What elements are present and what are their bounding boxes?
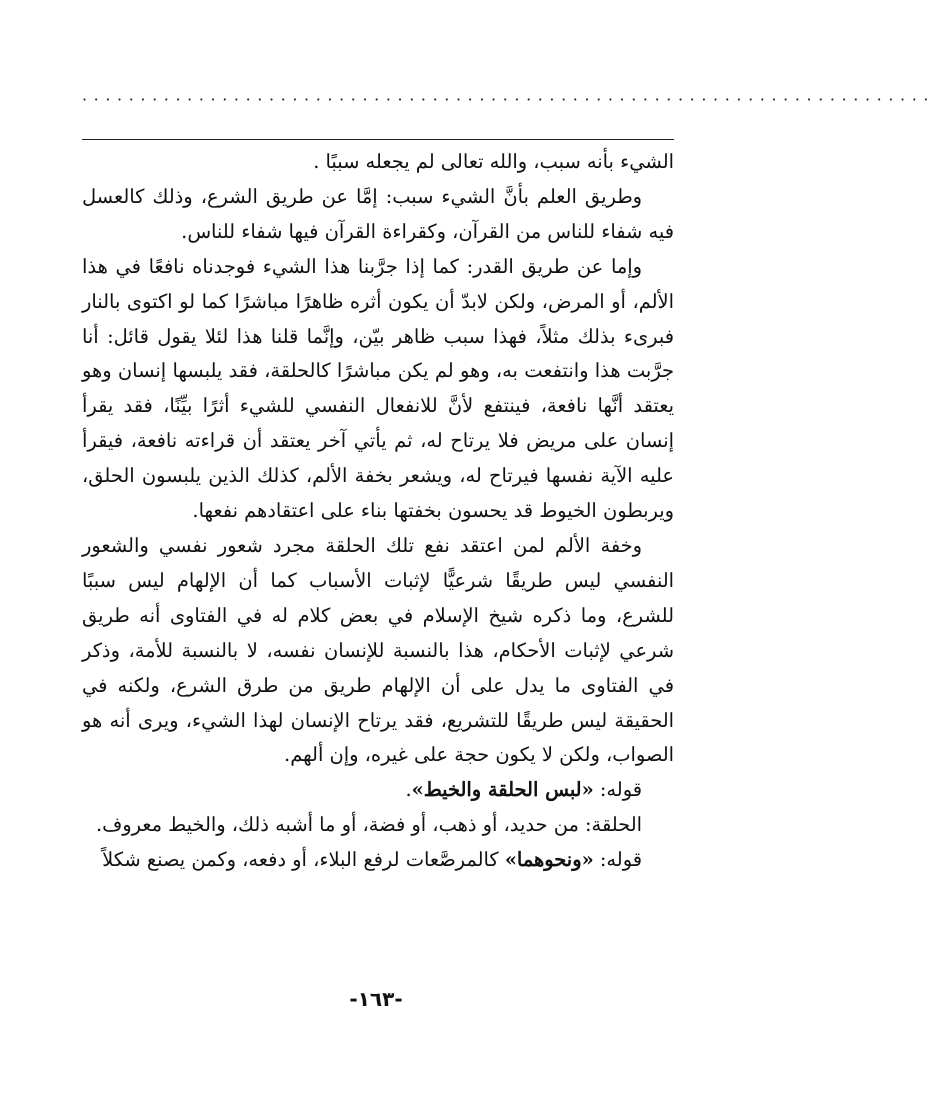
paragraph-knowledge-of-cause: وطريق العلم بأنَّ الشيء سبب: إمَّا عن طريق الشرع، وذلك كالعسل فيه شفاء للناس من القرآن، وكقراءة القرآن فيها شفاء للناس. — [82, 184, 674, 243]
footnote-divider-line — [82, 139, 674, 140]
paragraph-ring-definition: الحلقة: من حديد، أو ذهب، أو فضة، أو ما أشبه ذلك، والخيط معروف. — [95, 813, 642, 837]
paragraph-quote-ring-thread — [82, 773, 674, 808]
quoted-phrase: «ونحوهما» — [504, 848, 594, 872]
quote-suffix: كالمرصَّعات لرفع البلاء، أو دفعه، وكمن يصنع شكلاً — [102, 848, 505, 872]
quote-prefix: قوله: — [593, 848, 642, 872]
quote-suffix: . — [405, 778, 412, 802]
quoted-phrase: «لبس الحلقة والخيط» — [411, 778, 594, 802]
quote-prefix: قوله: — [593, 778, 642, 802]
main-text-block — [82, 145, 674, 878]
paragraph-relief-of-pain: وخفة الألم لمن اعتقد نفع تلك الحلقة مجرد شعور نفسي والشعور النفسي ليس طريقًا شرعيًّا لإثبات الأسباب كما أن الإلهام ليس سببًا للشرع، وما ذكره شيخ الإسلام في بعض كلام له في الفتاوى أنه طريق شرعي لإثبات الأحكام، هذا بالنسبة للإنسان نفسه، لا بالنسبة للأمة، وذكر في الفتاوى ما يدل على أن الإلهام طريق من طرق الشرع، ولكنه في الحقيقة ليس طريقًا للتشريع، فقد يرتاح الإنسان لهذا الشيء، ويرى أنه هو الصواب، ولكن لا يكون حجة على غيره، وإن ألهم. — [82, 533, 674, 767]
paragraph-quote-similar — [82, 843, 674, 878]
paragraph-by-decree: وإما عن طريق القدر: كما إذا جرَّبنا هذا الشيء فوجدناه نافعًا في هذا الألم، أو المرض، ولكن لابدّ أن يكون أثره ظاهرًا مباشرًا كما لو اكتوى بالنار فبرىء بذلك مثلاً، فهذا سبب ظاهر بيّن، وإنَّما قلنا هذا لئلا يقول قائل: أنا جرَّبت هذا وانتفعت به، وهو لم يكن مباشرًا كالحلقة، فقد يلبسها إنسان وهو يعتقد أنَّها نافعة، فينتفع لأنَّ للانفعال النفسي للشيء أثرًا بيِّنًا، فقد يقرأ إنسان على مريض فلا يرتاح له، ثم يأتي آخر يعتقد أن قراءته نافعة، فيقرأ عليه الآية نفسها فيرتاح له، ويشعر بخفة الألم، كذلك الذين يلبسون الحلق، ويربطون الخيوط قد يحسون بخفتها بناء على اعتقادهم نفعها. — [82, 254, 674, 523]
paragraph-continuation: الشيء بأنه سبب، والله تعالى لم يجعله سببًا . — [313, 150, 674, 173]
header-dotted-line: ········································································· — [82, 90, 935, 109]
page-number: -١٦٣- — [349, 987, 403, 1011]
